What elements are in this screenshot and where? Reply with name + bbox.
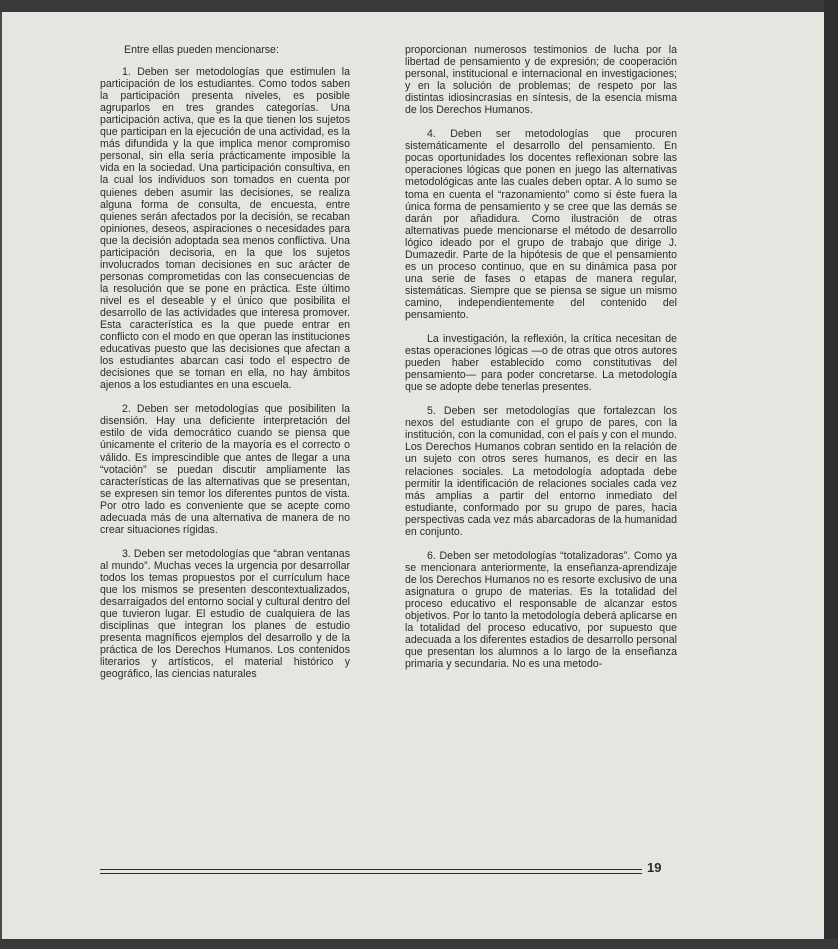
- left-column: [100, 44, 350, 692]
- intro-sentence: Entre ellas pueden mencionarse:: [124, 44, 279, 56]
- paragraph-6: 6. Deben ser metodologías “totalizadoras”. Como ya se mencionara anteriormente, la enseñanza-aprendizaje de los Derechos Humanos no es resorte exclusivo de una asignatura o grupo de materias. Es la totalidad del proceso educativo el responsable de alcanzar estos objetivos. Por lo tanto la metodología deberá aplicarse en la totalidad del proceso educativo, por supuesto que adecuada a los diferentes estadios de desarrollo personal que presentan los alumnos a lo largo de la enseñanza primaria y secundaria. No es una metodo-: [405, 549, 677, 671]
- paragraph-4: 4. Deben ser metodologías que procuren sistemáticamente el desarrollo del pensamiento. En pocas oportunidades los docentes reflexionan sobre las operaciones lógicas que ponen en juego las alternativas metodológicas ante las cuales deben optar. A lo sumo se toma en cuenta el “razonamiento” como si éste fuera la única forma de pensamiento y se cree que las demás se darán por añadidura. Como ilustración de otras alternativas puede mencionarse el método de desarrollo lógico ideado por el grupo de trabajo que dirige J. Dumazedir. Parte de la hipótesis de que el pensamiento es un proceso continuo, que en su dinámica pasa por una serie de fases o etapas de manera regular, sistemáticas. Siempre que se piensa se sigue un mismo camino, independientemente del contenido del pensamiento.: [405, 128, 677, 321]
- page-number: 19: [647, 860, 662, 875]
- scan-border-bottom: [0, 939, 838, 949]
- document-page: [2, 12, 824, 939]
- paragraph-1: 1. Deben ser metodologías que estimulen la participación de los estudiantes. Como todos saben la participación presenta niveles, es posible agruparlos en tres grandes categorías. Una participación activa, que es la que tienen los sujetos que participan en la ejecución de una actividad, es la más difundida y la que implica menor compromiso personal, sin ella sería prácticamente imposible la vida en la sociedad. Una participación consultiva, en la cual los individuos son tomados en cuenta por quienes deben asumir las decisiones, se realiza alguna forma de consulta, de encuesta, entre quienes serán afectados por la decisión, se recaban opiniones, deseos, aspiraciones o necesidades para que la decisión adoptada sea menos conflictiva. Una participación decisoria, en la que los sujetos involucrados toman decisiones en suc arácter de personas comprometidas con las consecuencias de la resolución que se pone en práctica. Este último nivel es el deseable y el único que posibilita el desarrollo de las actividades que interesa promover. Esta característica es la que puede entrar en conflicto con el modo en que operan las instituciones educativas puesto que las decisiones que afectan a los estudiantes abarcan casi todo el espectro de decisiones que se toman en ella, no hay ámbitos ajenos a los estudiantes en una escuela.: [100, 66, 350, 392]
- paragraph-4b: La investigación, la reflexión, la crítica necesitan de estas operaciones lógicas —o de otras que otros autores pueden haber establecido como constitutivas del pensamiento— para poder concretarse. La metodología que se adopte debe tenerlas presentes.: [405, 333, 677, 394]
- footer-rule-thin: [100, 873, 642, 874]
- right-column: [405, 44, 677, 682]
- scan-border-top: [0, 0, 838, 12]
- paragraph-2: 2. Deben ser metodologías que posibiliten la disensión. Hay una deficiente interpretación del estilo de vida democrático cuando se piensa que únicamente el criterio de la mayoría es el correcto o válido. Es imprescindible que antes de llegar a una “votación” se puedan discutir ampliamente las características de las alternativas que se presentan, se expresen sin temor los diferentes puntos de vista. Por otro lado es conveniente que se acepte como adecuada más de una alternativa de manera de no crear situaciones rígidas.: [100, 403, 350, 536]
- footer-rule: [100, 869, 642, 870]
- scan-border-right: [824, 0, 838, 949]
- paragraph-3: 3. Deben ser metodologías que “abran ventanas al mundo”. Muchas veces la urgencia por desarrollar todos los temas propuestos por el currículum hace que los mismos se presenten descontextualizados, desarraigados del entorno social y cultural dentro del que tuvieron lugar. El estudio de cualquiera de las disciplinas que integran los planes de estudio presenta magníficos ejemplos del desarrollo y de la práctica de los Derechos Humanos. Los contenidos literarios y artísticos, el material histórico y geográfico, las ciencias naturales: [100, 547, 350, 681]
- paragraph-3-continued: proporcionan numerosos testimonios de lucha por la libertad de pensamiento y de expresión; de cooperación personal, institucional e internacional en investigaciones; y en la solución de problemas; de respeto por las distintas idiosincrasias en síntesis, de la esencia misma de los Derechos Humanos.: [405, 44, 677, 117]
- paragraph-5: 5. Deben ser metodologías que fortalezcan los nexos del estudiante con el grupo de pares, con la institución, con la comunidad, con el país y con el mundo. Los Derechos Humanos cobran sentido en la relación de un sujeto con otros seres humanos, es decir en las relaciones sociales. La metodología adoptada debe permitir la identificación de relaciones sociales cada vez más amplias a partir del entorno inmediato del estudiante, conformado por su grupo de pares, hacia perspectivas cada vez más abarcadoras de la humanidad en conjunto.: [405, 405, 677, 538]
